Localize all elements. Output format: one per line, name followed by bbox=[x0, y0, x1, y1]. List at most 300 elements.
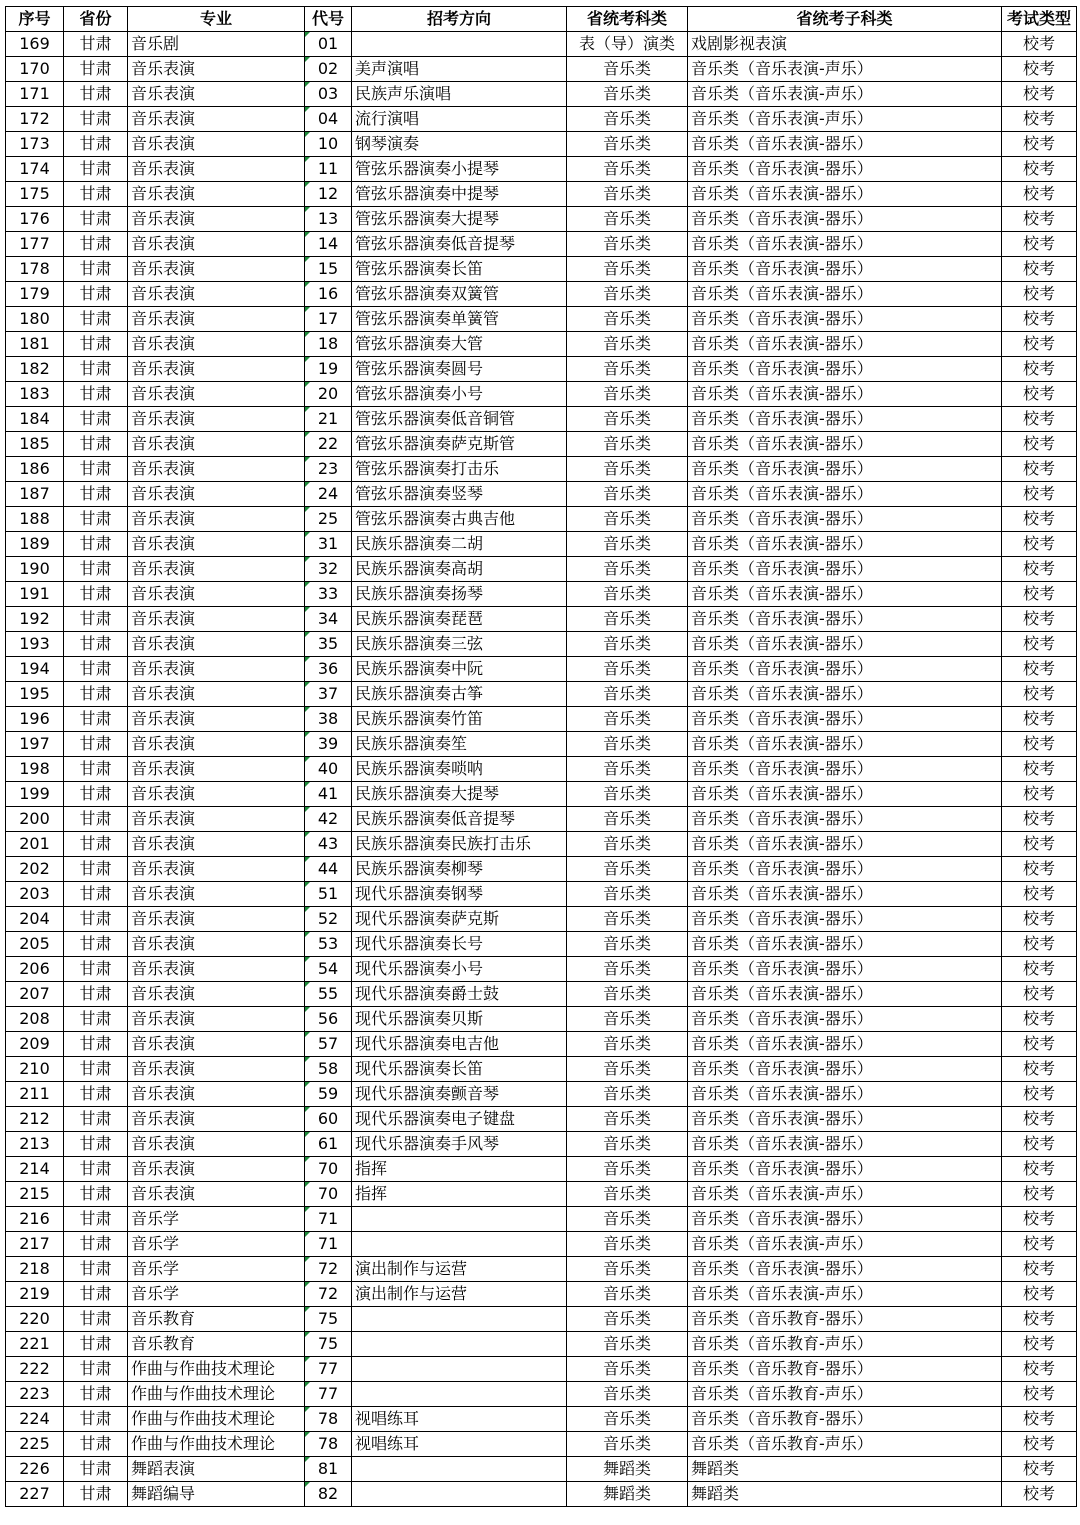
cell-text: 管弦乐器演奏大管 bbox=[355, 334, 484, 353]
cell-text: 民族声乐演唱 bbox=[355, 84, 452, 103]
cell-text: 校考 bbox=[1022, 1209, 1055, 1228]
cell-text: 校考 bbox=[1022, 1309, 1055, 1328]
table-row bbox=[6, 1457, 1077, 1482]
cell-direction bbox=[352, 782, 567, 807]
cell-text: 甘肃 bbox=[79, 809, 112, 828]
cell-seq bbox=[6, 582, 64, 607]
cell-major bbox=[128, 957, 305, 982]
cell-text: 民族乐器演奏大提琴 bbox=[355, 784, 500, 803]
cell-text: 现代乐器演奏长号 bbox=[355, 934, 484, 953]
cell-text: 管弦乐器演奏低音铜管 bbox=[355, 409, 516, 428]
cell-text: 甘肃 bbox=[79, 1009, 112, 1028]
cell-text: 32 bbox=[317, 559, 339, 578]
table-row bbox=[6, 232, 1077, 257]
cell-exam-type bbox=[1002, 1307, 1077, 1332]
cell-error-flag-icon bbox=[305, 1157, 310, 1162]
table-row bbox=[6, 432, 1077, 457]
cell-province bbox=[64, 407, 128, 432]
cell-text: 舞蹈类 bbox=[691, 1459, 740, 1478]
cell-exam-type bbox=[1002, 1332, 1077, 1357]
cell-exam-type bbox=[1002, 832, 1077, 857]
cell-text: 甘肃 bbox=[79, 109, 112, 128]
cell-province bbox=[64, 1457, 128, 1482]
cell-text: 校考 bbox=[1022, 159, 1055, 178]
cell-text: 音乐类 bbox=[602, 1259, 651, 1278]
cell-category bbox=[567, 982, 688, 1007]
cell-seq bbox=[6, 132, 64, 157]
cell-direction bbox=[352, 1057, 567, 1082]
cell-subcategory bbox=[688, 857, 1002, 882]
cell-text: 188 bbox=[19, 509, 50, 528]
cell-code bbox=[305, 1182, 352, 1207]
cell-subcategory bbox=[688, 807, 1002, 832]
cell-text: 音乐类 bbox=[602, 1284, 651, 1303]
cell-text: 现代乐器演奏贝斯 bbox=[355, 1009, 484, 1028]
cell-exam-type bbox=[1002, 1407, 1077, 1432]
cell-province bbox=[64, 732, 128, 757]
cell-code bbox=[305, 507, 352, 532]
cell-text: 音乐类（音乐表演-器乐） bbox=[691, 609, 873, 628]
cell-seq bbox=[6, 832, 64, 857]
cell-major bbox=[128, 1057, 305, 1082]
cell-seq bbox=[6, 907, 64, 932]
cell-text: 78 bbox=[317, 1434, 339, 1453]
cell-text: 215 bbox=[19, 1184, 50, 1203]
cell-text: 38 bbox=[317, 709, 339, 728]
cell-text: 03 bbox=[317, 84, 339, 103]
cell-text: 校考 bbox=[1022, 59, 1055, 78]
cell-text: 甘肃 bbox=[79, 1109, 112, 1128]
cell-category bbox=[567, 1182, 688, 1207]
cell-text: 校考 bbox=[1022, 1084, 1055, 1103]
cell-code bbox=[305, 1332, 352, 1357]
cell-text: 甘肃 bbox=[79, 709, 112, 728]
cell-seq bbox=[6, 607, 64, 632]
cell-text: 210 bbox=[19, 1059, 50, 1078]
cell-text: 甘肃 bbox=[79, 1159, 112, 1178]
cell-text: 音乐类 bbox=[602, 684, 651, 703]
cell-province bbox=[64, 907, 128, 932]
cell-text: 校考 bbox=[1022, 284, 1055, 303]
cell-text: 音乐类（音乐表演-器乐） bbox=[691, 534, 873, 553]
cell-text: 管弦乐器演奏圆号 bbox=[355, 359, 484, 378]
cell-error-flag-icon bbox=[305, 532, 310, 537]
cell-text: 音乐类 bbox=[602, 1309, 651, 1328]
cell-text: 音乐表演 bbox=[131, 384, 196, 403]
cell-text: 20 bbox=[317, 384, 339, 403]
cell-text: 212 bbox=[19, 1109, 50, 1128]
cell-text: 193 bbox=[19, 634, 50, 653]
cell-direction bbox=[352, 1082, 567, 1107]
cell-category bbox=[567, 82, 688, 107]
cell-text: 204 bbox=[19, 909, 50, 928]
cell-text: 民族乐器演奏唢呐 bbox=[355, 759, 484, 778]
cell-text: 192 bbox=[19, 609, 50, 628]
cell-exam-type bbox=[1002, 232, 1077, 257]
cell-text: 194 bbox=[19, 659, 50, 678]
cell-text: 音乐表演 bbox=[131, 809, 196, 828]
cell-text: 作曲与作曲技术理论 bbox=[131, 1409, 276, 1428]
cell-text: 音乐类 bbox=[602, 1059, 651, 1078]
cell-text: 甘肃 bbox=[79, 1384, 112, 1403]
cell-text: 校考 bbox=[1022, 209, 1055, 228]
cell-province bbox=[64, 632, 128, 657]
cell-direction bbox=[352, 207, 567, 232]
cell-category bbox=[567, 232, 688, 257]
cell-text: 现代乐器演奏钢琴 bbox=[355, 884, 484, 903]
cell-subcategory bbox=[688, 507, 1002, 532]
table-row bbox=[6, 707, 1077, 732]
cell-text: 民族乐器演奏高胡 bbox=[355, 559, 484, 578]
cell-text: 音乐类（音乐表演-器乐） bbox=[691, 734, 873, 753]
cell-text: 音乐学 bbox=[131, 1234, 180, 1253]
cell-category bbox=[567, 1257, 688, 1282]
cell-text: 音乐类 bbox=[602, 1034, 651, 1053]
cell-direction bbox=[352, 1432, 567, 1457]
cell-major bbox=[128, 582, 305, 607]
cell-seq bbox=[6, 482, 64, 507]
cell-direction bbox=[352, 1157, 567, 1182]
cell-text: 甘肃 bbox=[79, 309, 112, 328]
cell-category bbox=[567, 132, 688, 157]
cell-direction bbox=[352, 1282, 567, 1307]
cell-text: 民族乐器演奏中阮 bbox=[355, 659, 484, 678]
cell-text: 音乐表演 bbox=[131, 159, 196, 178]
cell-text: 音乐表演 bbox=[131, 1109, 196, 1128]
cell-direction bbox=[352, 1007, 567, 1032]
cell-text: 71 bbox=[317, 1234, 339, 1253]
cell-text: 校考 bbox=[1022, 834, 1055, 853]
cell-text: 甘肃 bbox=[79, 909, 112, 928]
cell-direction bbox=[352, 432, 567, 457]
cell-text: 校考 bbox=[1022, 509, 1055, 528]
cell-seq bbox=[6, 207, 64, 232]
cell-province bbox=[64, 1232, 128, 1257]
cell-text: 音乐类 bbox=[602, 59, 651, 78]
cell-category bbox=[567, 157, 688, 182]
cell-direction bbox=[352, 632, 567, 657]
cell-text: 33 bbox=[317, 584, 339, 603]
cell-code bbox=[305, 82, 352, 107]
cell-province bbox=[64, 157, 128, 182]
cell-exam-type bbox=[1002, 1032, 1077, 1057]
cell-text: 音乐表演 bbox=[131, 1009, 196, 1028]
cell-code bbox=[305, 682, 352, 707]
cell-direction bbox=[352, 1307, 567, 1332]
cell-text: 213 bbox=[19, 1134, 50, 1153]
cell-text: 舞蹈类 bbox=[602, 1459, 651, 1478]
cell-text: 音乐类 bbox=[602, 709, 651, 728]
cell-error-flag-icon bbox=[305, 682, 310, 687]
cell-province bbox=[64, 107, 128, 132]
cell-text: 音乐表演 bbox=[131, 284, 196, 303]
cell-text: 180 bbox=[19, 309, 50, 328]
cell-text: 音乐表演 bbox=[131, 434, 196, 453]
cell-code bbox=[305, 482, 352, 507]
cell-seq bbox=[6, 1357, 64, 1382]
cell-major bbox=[128, 1482, 305, 1507]
cell-text: 217 bbox=[19, 1234, 50, 1253]
cell-major bbox=[128, 357, 305, 382]
cell-exam-type bbox=[1002, 307, 1077, 332]
cell-text: 音乐表演 bbox=[131, 759, 196, 778]
cell-major bbox=[128, 757, 305, 782]
cell-text: 甘肃 bbox=[79, 134, 112, 153]
cell-text: 校考 bbox=[1022, 1184, 1055, 1203]
cell-code bbox=[305, 32, 352, 57]
cell-text: 185 bbox=[19, 434, 50, 453]
cell-text: 音乐类 bbox=[602, 659, 651, 678]
cell-seq bbox=[6, 1432, 64, 1457]
cell-text: 视唱练耳 bbox=[355, 1434, 420, 1453]
cell-code bbox=[305, 1057, 352, 1082]
table-row bbox=[6, 1232, 1077, 1257]
table-row bbox=[6, 207, 1077, 232]
cell-text: 音乐类（音乐表演-器乐） bbox=[691, 1084, 873, 1103]
cell-code bbox=[305, 457, 352, 482]
cell-text: 音乐类（音乐表演-器乐） bbox=[691, 409, 873, 428]
cell-text: 甘肃 bbox=[79, 434, 112, 453]
cell-exam-type bbox=[1002, 1282, 1077, 1307]
cell-text: 音乐类（音乐表演-声乐） bbox=[691, 59, 873, 78]
cell-province bbox=[64, 232, 128, 257]
cell-major bbox=[128, 1432, 305, 1457]
cell-error-flag-icon bbox=[305, 232, 310, 237]
cell-text: 音乐表演 bbox=[131, 659, 196, 678]
cell-text: 77 bbox=[317, 1384, 339, 1403]
cell-province bbox=[64, 607, 128, 632]
cell-text: 56 bbox=[317, 1009, 339, 1028]
cell-error-flag-icon bbox=[305, 907, 310, 912]
cell-province bbox=[64, 507, 128, 532]
cell-major bbox=[128, 1307, 305, 1332]
cell-subcategory bbox=[688, 1407, 1002, 1432]
table-row bbox=[6, 1432, 1077, 1457]
cell-text: 民族乐器演奏二胡 bbox=[355, 534, 484, 553]
cell-code bbox=[305, 907, 352, 932]
cell-direction bbox=[352, 882, 567, 907]
cell-code bbox=[305, 1282, 352, 1307]
cell-major bbox=[128, 257, 305, 282]
cell-direction bbox=[352, 307, 567, 332]
cell-error-flag-icon bbox=[305, 1082, 310, 1087]
cell-text: 戏剧影视表演 bbox=[691, 34, 788, 53]
cell-text: 管弦乐器演奏古典吉他 bbox=[355, 509, 516, 528]
cell-subcategory bbox=[688, 1257, 1002, 1282]
cell-text: 音乐类（音乐表演-器乐） bbox=[691, 359, 873, 378]
cell-code bbox=[305, 107, 352, 132]
cell-text: 甘肃 bbox=[79, 284, 112, 303]
cell-major bbox=[128, 1282, 305, 1307]
cell-category bbox=[567, 757, 688, 782]
cell-text: 190 bbox=[19, 559, 50, 578]
cell-text: 40 bbox=[317, 759, 339, 778]
cell-direction bbox=[352, 1032, 567, 1057]
cell-category bbox=[567, 732, 688, 757]
cell-text: 校考 bbox=[1022, 409, 1055, 428]
cell-text: 15 bbox=[317, 259, 339, 278]
cell-text: 53 bbox=[317, 934, 339, 953]
cell-seq bbox=[6, 157, 64, 182]
cell-category bbox=[567, 1107, 688, 1132]
cell-province bbox=[64, 1007, 128, 1032]
cell-subcategory bbox=[688, 282, 1002, 307]
cell-subcategory bbox=[688, 732, 1002, 757]
cell-province bbox=[64, 32, 128, 57]
cell-text: 176 bbox=[19, 209, 50, 228]
cell-subcategory bbox=[688, 1432, 1002, 1457]
cell-text: 校考 bbox=[1022, 1409, 1055, 1428]
cell-exam-type bbox=[1002, 1007, 1077, 1032]
cell-text: 39 bbox=[317, 734, 339, 753]
cell-text: 音乐类 bbox=[602, 1334, 651, 1353]
cell-category bbox=[567, 1132, 688, 1157]
cell-major bbox=[128, 982, 305, 1007]
cell-code bbox=[305, 657, 352, 682]
cell-text: 音乐类 bbox=[602, 834, 651, 853]
cell-text: 甘肃 bbox=[79, 1484, 112, 1503]
cell-text: 管弦乐器演奏双簧管 bbox=[355, 284, 500, 303]
cell-subcategory bbox=[688, 657, 1002, 682]
cell-text: 音乐类 bbox=[602, 1434, 651, 1453]
cell-error-flag-icon bbox=[305, 332, 310, 337]
cell-subcategory bbox=[688, 1457, 1002, 1482]
cell-subcategory bbox=[688, 907, 1002, 932]
cell-text: 校考 bbox=[1022, 1159, 1055, 1178]
cell-text: 校考 bbox=[1022, 659, 1055, 678]
header-direction: 招考方向 bbox=[352, 7, 567, 32]
cell-text: 音乐类（音乐表演-器乐） bbox=[691, 834, 873, 853]
table-row bbox=[6, 557, 1077, 582]
cell-text: 钢琴演奏 bbox=[355, 134, 420, 153]
cell-exam-type bbox=[1002, 32, 1077, 57]
cell-seq bbox=[6, 232, 64, 257]
cell-text: 校考 bbox=[1022, 1234, 1055, 1253]
cell-error-flag-icon bbox=[305, 357, 310, 362]
cell-subcategory bbox=[688, 407, 1002, 432]
cell-category bbox=[567, 607, 688, 632]
cell-direction bbox=[352, 482, 567, 507]
cell-code bbox=[305, 1357, 352, 1382]
cell-exam-type bbox=[1002, 657, 1077, 682]
cell-category bbox=[567, 1382, 688, 1407]
cell-exam-type bbox=[1002, 757, 1077, 782]
cell-text: 音乐表演 bbox=[131, 1184, 196, 1203]
cell-direction bbox=[352, 857, 567, 882]
cell-province bbox=[64, 932, 128, 957]
cell-category bbox=[567, 582, 688, 607]
cell-text: 22 bbox=[317, 434, 339, 453]
cell-text: 82 bbox=[317, 1484, 339, 1503]
cell-code bbox=[305, 232, 352, 257]
cell-category bbox=[567, 432, 688, 457]
cell-text: 校考 bbox=[1022, 984, 1055, 1003]
cell-subcategory bbox=[688, 682, 1002, 707]
cell-text: 21 bbox=[317, 409, 339, 428]
cell-text: 校考 bbox=[1022, 734, 1055, 753]
cell-code bbox=[305, 1307, 352, 1332]
cell-error-flag-icon bbox=[305, 1207, 310, 1212]
cell-direction bbox=[352, 932, 567, 957]
cell-error-flag-icon bbox=[305, 557, 310, 562]
cell-text: 音乐类 bbox=[602, 959, 651, 978]
cell-province bbox=[64, 657, 128, 682]
cell-text: 音乐类（音乐表演-器乐） bbox=[691, 709, 873, 728]
cell-text: 现代乐器演奏电子键盘 bbox=[355, 1109, 516, 1128]
cell-text: 甘肃 bbox=[79, 1409, 112, 1428]
cell-code bbox=[305, 1107, 352, 1132]
table-row bbox=[6, 107, 1077, 132]
cell-category bbox=[567, 332, 688, 357]
cell-text: 音乐类 bbox=[602, 1009, 651, 1028]
cell-exam-type bbox=[1002, 732, 1077, 757]
cell-category bbox=[567, 1282, 688, 1307]
cell-text: 音乐类（音乐表演-器乐） bbox=[691, 584, 873, 603]
cell-exam-type bbox=[1002, 1382, 1077, 1407]
table-row bbox=[6, 982, 1077, 1007]
cell-subcategory bbox=[688, 1232, 1002, 1257]
cell-code bbox=[305, 1207, 352, 1232]
cell-error-flag-icon bbox=[305, 957, 310, 962]
cell-seq bbox=[6, 1032, 64, 1057]
cell-category bbox=[567, 1432, 688, 1457]
cell-text: 225 bbox=[19, 1434, 50, 1453]
cell-text: 音乐类（音乐表演-器乐） bbox=[691, 984, 873, 1003]
cell-text: 音乐表演 bbox=[131, 884, 196, 903]
cell-text: 民族乐器演奏扬琴 bbox=[355, 584, 484, 603]
cell-seq bbox=[6, 557, 64, 582]
cell-error-flag-icon bbox=[305, 1257, 310, 1262]
cell-text: 校考 bbox=[1022, 584, 1055, 603]
cell-text: 音乐学 bbox=[131, 1209, 180, 1228]
cell-direction bbox=[352, 707, 567, 732]
cell-text: 甘肃 bbox=[79, 509, 112, 528]
cell-text: 音乐类 bbox=[602, 359, 651, 378]
cell-seq bbox=[6, 782, 64, 807]
cell-province bbox=[64, 307, 128, 332]
cell-text: 音乐类 bbox=[602, 1084, 651, 1103]
cell-text: 音乐类 bbox=[602, 1384, 651, 1403]
cell-text: 71 bbox=[317, 1209, 339, 1228]
cell-error-flag-icon bbox=[305, 882, 310, 887]
cell-text: 民族乐器演奏笙 bbox=[355, 734, 468, 753]
cell-error-flag-icon bbox=[305, 1307, 310, 1312]
cell-text: 14 bbox=[317, 234, 339, 253]
header-row bbox=[6, 7, 1077, 32]
cell-major bbox=[128, 432, 305, 457]
cell-text: 200 bbox=[19, 809, 50, 828]
cell-text: 甘肃 bbox=[79, 1084, 112, 1103]
cell-direction bbox=[352, 282, 567, 307]
cell-text: 音乐表演 bbox=[131, 834, 196, 853]
cell-text: 管弦乐器演奏低音提琴 bbox=[355, 234, 516, 253]
cell-text: 音乐表演 bbox=[131, 609, 196, 628]
cell-province bbox=[64, 1032, 128, 1057]
cell-direction bbox=[352, 1457, 567, 1482]
cell-error-flag-icon bbox=[305, 1107, 310, 1112]
cell-text: 60 bbox=[317, 1109, 339, 1128]
cell-text: 音乐类（音乐表演-声乐） bbox=[691, 109, 873, 128]
cell-text: 民族乐器演奏柳琴 bbox=[355, 859, 484, 878]
cell-text: 民族乐器演奏古筝 bbox=[355, 684, 484, 703]
cell-text: 音乐类（音乐表演-器乐） bbox=[691, 1034, 873, 1053]
cell-error-flag-icon bbox=[305, 482, 310, 487]
cell-province bbox=[64, 957, 128, 982]
cell-text: 校考 bbox=[1022, 634, 1055, 653]
cell-direction bbox=[352, 1332, 567, 1357]
cell-text: 甘肃 bbox=[79, 184, 112, 203]
cell-text: 音乐类 bbox=[602, 409, 651, 428]
